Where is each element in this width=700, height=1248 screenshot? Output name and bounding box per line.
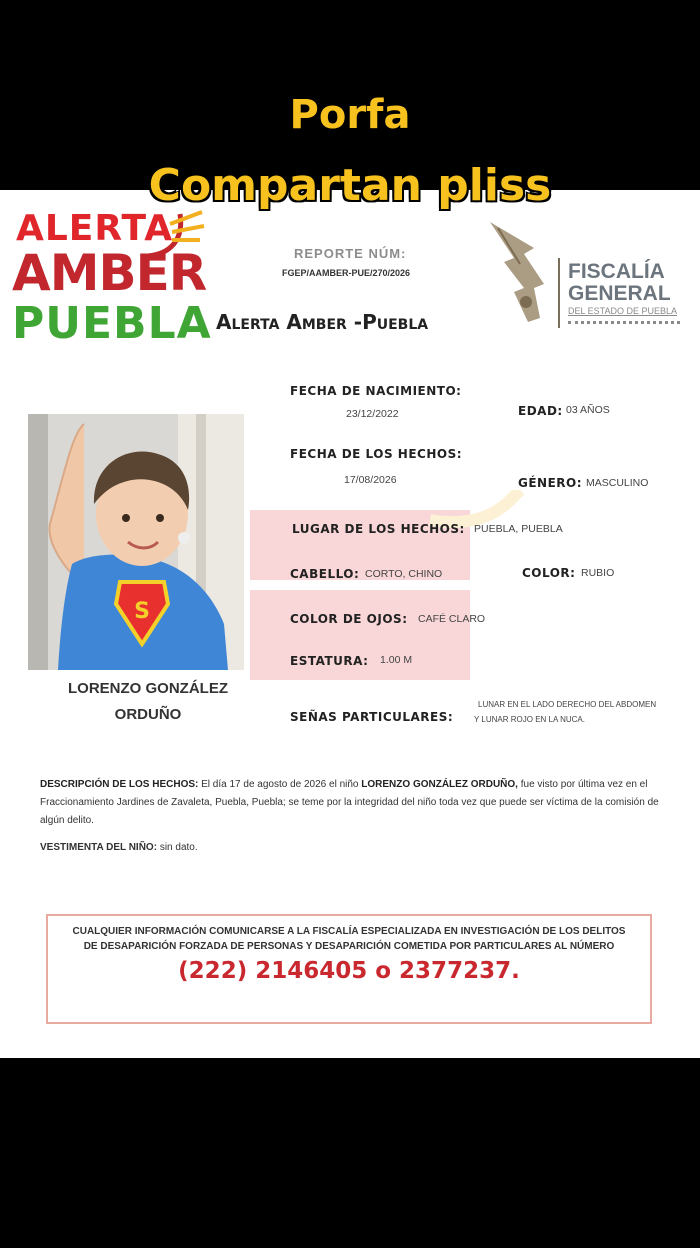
report-number: FGEP/AAMBER-PUE/270/2026 [282,268,411,278]
contact-info-box [46,914,652,1024]
alert-sheet [0,190,700,1058]
genero-label: GÉNERO: [518,476,583,490]
contact-info-line-1: CUALQUIER INFORMACIÓN COMUNICARSE A LA FISCALÍA ESPECIALIZADA EN INVESTIGACIÓN DE LOS DELITOS [72,926,626,937]
color-ojos-label: COLOR DE OJOS: [290,612,408,626]
vestimenta-value: sin dato. [159,842,198,853]
cabello-label: CABELLO: [290,567,360,581]
alerta-amber-logo [12,208,212,349]
senas-value-line-2: Y LUNAR ROJO EN LA NUCA. [474,715,585,724]
color-ojos-value: CAFÉ CLARO [418,613,486,625]
estatura-label: ESTATURA: [290,654,369,668]
contact-phone[interactable]: (222) 2146405 o 2377237. [178,958,520,984]
fiscalia-line-2: GENERAL [568,282,671,305]
fiscalia-emblem-icon [484,218,550,330]
child-photo [28,414,244,670]
fiscalia-decoration [568,321,680,329]
vestimenta-line [40,842,198,853]
caption-line-1: Porfa [289,92,411,138]
svg-text:S: S [134,599,150,624]
child-name [28,676,268,728]
description-text-before: El día 17 de agosto de 2026 el niño [201,779,359,790]
fecha-nacimiento-label: FECHA DE NACIMIENTO: [290,384,462,398]
child-name-line-1: LORENZO GONZÁLEZ [68,680,228,697]
edad-value: 03 AÑOS [566,404,610,416]
fiscalia-divider [558,258,560,328]
lugar-hechos-value: PUEBLA, PUEBLA [474,523,563,535]
sheet-title: Alerta Amber -Puebla [216,310,429,334]
description-label: DESCRIPCIÓN DE LOS HECHOS: [40,779,199,790]
description-paragraph [40,776,660,830]
edad-label: EDAD: [518,404,563,418]
lugar-hechos-label: LUGAR DE LOS HECHOS: [292,522,465,536]
color-label: COLOR: [522,566,576,580]
description-text-after: fue visto por última vez en el Fraccionamiento Jardines de Zavaleta, Puebla, Puebla; se teme por la integridad del niño toda vez que puede ser víctima de la comisión de algún delito. [40,779,659,826]
fiscalia-line-3: DEL ESTADO DE PUEBLA [568,306,678,316]
logo-line-1: ALERTA [16,208,174,249]
genero-value: MASCULINO [586,477,649,489]
fecha-hechos-value: 17/08/2026 [344,474,397,486]
fecha-nacimiento-value: 23/12/2022 [346,408,399,420]
estatura-value: 1.00 M [380,654,413,666]
vestimenta-label: VESTIMENTA DEL NIÑO: [40,842,158,853]
contact-info-line-2: DE DESAPARICIÓN FORZADA DE PERSONAS Y DESAPARICIÓN COMETIDA POR PARTICULARES AL NÚMERO [83,941,615,952]
logo-line-3: PUEBLA [12,298,212,349]
fiscalia-line-1: FISCALÍA [568,260,665,283]
fecha-hechos-label: FECHA DE LOS HECHOS: [290,447,463,461]
cabello-value: CORTO, CHINO [365,568,443,580]
senas-label: SEÑAS PARTICULARES: [290,710,454,724]
description-name: LORENZO GONZÁLEZ ORDUÑO, [361,779,518,790]
child-name-line-2: ORDUÑO [114,706,182,723]
senas-value-line-1: LUNAR EN EL LADO DERECHO DEL ABDOMEN [478,700,657,709]
logo-line-2: AMBER [12,244,207,302]
report-label: REPORTE NÚM: [294,246,407,261]
color-value: RUBIO [581,567,615,579]
caption-line-2: Compartan pliss [148,160,552,211]
contact-info-text [48,924,650,954]
